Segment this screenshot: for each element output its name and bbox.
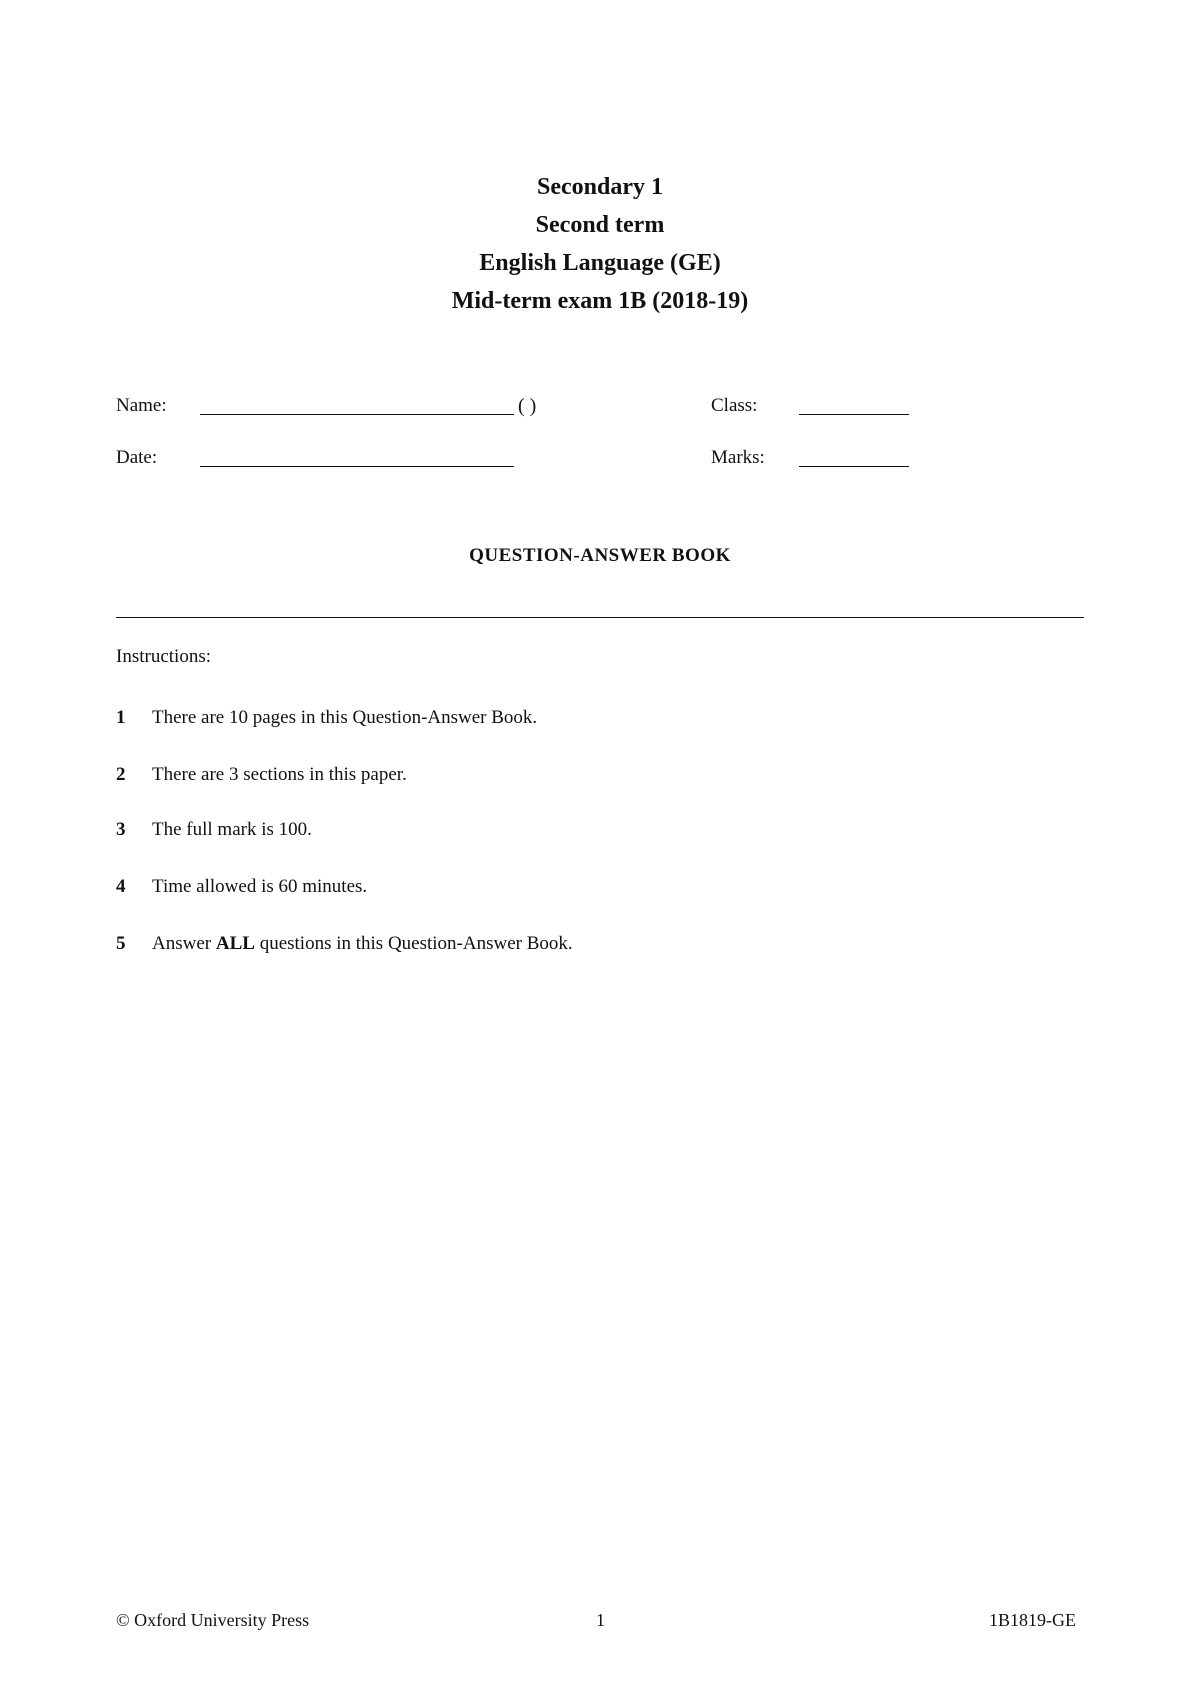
marks-label: Marks: — [711, 447, 765, 468]
instruction-item — [116, 875, 367, 899]
instruction-item — [116, 932, 573, 956]
instruction-number: 5 — [116, 933, 126, 954]
instruction-number: 3 — [116, 819, 126, 840]
marks-field[interactable] — [799, 466, 909, 467]
instruction-number: 4 — [116, 876, 126, 897]
footer-publisher: © Oxford University Press — [116, 1610, 310, 1630]
book-heading: QUESTION-ANSWER BOOK — [469, 545, 731, 566]
date-field[interactable] — [200, 466, 514, 467]
instruction-text-after: questions in this Question-Answer Book. — [254, 933, 573, 954]
instruction-text: Time allowed is 60 minutes. — [152, 876, 368, 897]
title-term: Second term — [535, 212, 665, 238]
instruction-number: 1 — [116, 707, 126, 728]
instruction-text-before: Answer — [152, 933, 216, 954]
instruction-item — [116, 763, 407, 787]
class-field[interactable] — [799, 414, 909, 415]
title-subject: English Language (GE) — [479, 250, 721, 276]
class-number-field[interactable]: ( ) — [518, 395, 537, 417]
name-label: Name: — [116, 395, 167, 416]
title-block — [0, 168, 1200, 320]
instruction-text: The full mark is 100. — [152, 819, 312, 840]
footer-code: 1B1819-GE — [989, 1610, 1076, 1630]
instruction-text: There are 10 pages in this Question-Answer Book. — [152, 707, 538, 728]
instruction-text — [152, 933, 573, 954]
instruction-item — [116, 706, 537, 730]
footer-page-number: 1 — [596, 1610, 605, 1630]
date-label: Date: — [116, 447, 158, 468]
title-exam: Mid-term exam 1B (2018‑19) — [451, 288, 749, 314]
instructions-title: Instructions: — [116, 646, 211, 667]
instruction-number: 2 — [116, 764, 126, 785]
instruction-text: There are 3 sections in this paper. — [152, 764, 407, 785]
divider — [116, 617, 1084, 618]
name-field[interactable] — [200, 414, 514, 415]
instruction-item — [116, 818, 312, 842]
class-label: Class: — [711, 395, 758, 416]
instruction-text-emphasis: ALL — [215, 933, 255, 954]
title-grade: Secondary 1 — [537, 174, 663, 200]
